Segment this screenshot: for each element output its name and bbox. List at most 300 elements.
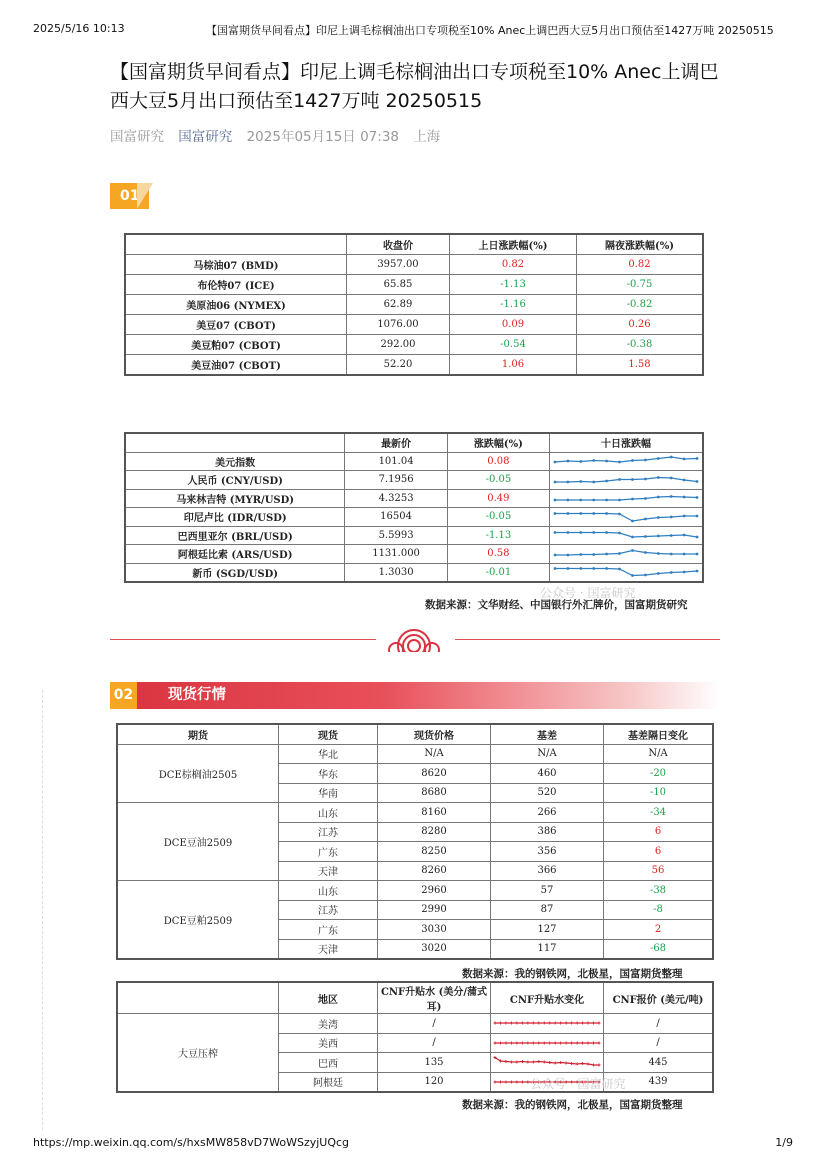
sparkline-point	[587, 1041, 590, 1044]
table-row	[125, 489, 703, 508]
sparkline-point	[579, 553, 582, 556]
column-header: 期货	[117, 724, 279, 744]
prev-day-change: 0.82	[450, 255, 577, 275]
sparkline-point	[605, 552, 608, 555]
cnf-sparkline	[491, 1053, 604, 1073]
sparkline-point	[631, 459, 634, 462]
sparkline-point	[510, 1080, 513, 1083]
sparkline-point	[570, 1022, 573, 1025]
sparkline-point	[576, 1063, 579, 1066]
sparkline-line	[555, 513, 697, 521]
spot-price: 8280	[378, 822, 491, 842]
sparkline-point	[581, 1062, 584, 1065]
basis: 366	[491, 861, 604, 881]
sparkline-point	[515, 1041, 518, 1044]
futures-contract: DCE棕榈油2505	[117, 744, 279, 803]
sparkline-point	[565, 1062, 568, 1065]
latest-price: 7.1956	[345, 471, 447, 490]
sparkline-point	[683, 571, 686, 574]
basis: 117	[491, 939, 604, 959]
sparkline-point	[683, 534, 686, 537]
sparkline-point	[510, 1022, 513, 1025]
sparkline-line	[555, 533, 697, 538]
divider-line	[110, 639, 376, 640]
sparkline-chart	[552, 564, 700, 580]
print-title: 【国富期货早间看点】印尼上调毛棕榈油出口专项税至10% Anec上调巴西大豆5月出口预估至1427万吨 20250515	[206, 24, 774, 37]
sparkline-point	[554, 480, 557, 483]
sparkline-point	[657, 476, 660, 479]
sparkline-point	[657, 516, 660, 519]
sparkline-point	[670, 495, 673, 498]
sparkline-point	[605, 499, 608, 502]
column-header: 最新价	[345, 433, 447, 452]
region: 阿根廷	[279, 1072, 378, 1092]
sparkline-point	[605, 460, 608, 463]
sparkline-point	[510, 1061, 513, 1064]
table-row	[125, 255, 703, 275]
overnight-change: -0.75	[577, 275, 704, 295]
sparkline-point	[554, 1041, 557, 1044]
change-percent: -1.13	[447, 526, 549, 545]
close-price: 292.00	[347, 335, 450, 355]
futures-contract: DCE豆粕2509	[117, 881, 279, 960]
prev-day-change: 1.06	[450, 355, 577, 376]
instrument-name: 美豆07 (CBOT)	[125, 315, 347, 335]
sparkline-point	[554, 531, 557, 534]
close-price: 1076.00	[347, 315, 450, 335]
sparkline-point	[605, 567, 608, 570]
section-header-02	[110, 682, 720, 709]
sparkline-point	[510, 1041, 513, 1044]
sparkline-point	[554, 567, 557, 570]
sparkline-point	[504, 1041, 507, 1044]
basis-change: 6	[604, 842, 714, 862]
sparkline-point	[548, 1041, 551, 1044]
basis: N/A	[491, 744, 604, 764]
table-row	[125, 275, 703, 295]
spot-region: 天津	[279, 939, 378, 959]
sparkline-chart	[552, 472, 700, 488]
column-header: 上日涨跌幅(%)	[450, 234, 577, 255]
sparkline-point	[565, 1022, 568, 1025]
sparkline-point	[657, 572, 660, 575]
sparkline-point	[631, 519, 634, 522]
instrument-name: 布伦特07 (ICE)	[125, 275, 347, 295]
sparkline-point	[570, 1041, 573, 1044]
prev-day-change: 0.09	[450, 315, 577, 335]
sparkline-point	[532, 1061, 535, 1064]
currency-name: 阿根廷比索 (ARS/USD)	[125, 545, 345, 564]
sparkline-point	[515, 1080, 518, 1083]
overnight-change: 0.82	[577, 255, 704, 275]
sparkline-point	[598, 1022, 601, 1025]
sparkline-line	[555, 569, 697, 576]
sparkline-point	[567, 480, 570, 483]
spot-region: 华北	[279, 744, 378, 764]
latest-price: 5.5993	[345, 526, 447, 545]
section-badge-02: 02	[110, 682, 137, 709]
currency-name: 马来林吉特 (MYR/USD)	[125, 489, 345, 508]
sparkline-point	[521, 1080, 524, 1083]
column-header: 十日涨跌幅	[550, 433, 704, 452]
currency-name: 印尼卢比 (IDR/USD)	[125, 508, 345, 527]
basis-change: -8	[604, 900, 714, 920]
column-header: CNF升贴水变化	[491, 982, 604, 1014]
divider-line	[455, 639, 720, 640]
sparkline-point	[587, 1022, 590, 1025]
spot-region: 广东	[279, 842, 378, 862]
ten-day-sparkline	[550, 452, 704, 471]
region: 巴西	[279, 1053, 378, 1073]
sparkline-point	[567, 567, 570, 570]
account-link[interactable]: 国富研究	[178, 129, 233, 145]
sparkline-point	[515, 1022, 518, 1025]
sparkline-point	[567, 512, 570, 515]
sparkline-line	[555, 457, 697, 462]
sparkline-point	[537, 1022, 540, 1025]
sparkline-point	[554, 1062, 557, 1065]
spot-region: 华南	[279, 783, 378, 803]
table-row	[125, 545, 703, 564]
sparkline-point	[567, 553, 570, 556]
table-row	[117, 803, 713, 823]
prev-day-change: -1.16	[450, 295, 577, 315]
left-rule	[42, 690, 44, 1130]
change-percent: -0.05	[447, 508, 549, 527]
sparkline-point	[526, 1080, 529, 1083]
spot-price: 8250	[378, 842, 491, 862]
sparkline-point	[670, 534, 673, 537]
sparkline-point	[526, 1022, 529, 1025]
article-author: 国富研究	[110, 129, 164, 145]
prev-day-change: -0.54	[450, 335, 577, 355]
page-url: https://mp.weixin.qq.com/s/hxsMW858vD7WoWSzyjUQcg	[33, 1136, 350, 1149]
article-meta	[110, 125, 440, 145]
overnight-change: -0.82	[577, 295, 704, 315]
table-row	[125, 526, 703, 545]
sparkline-point	[521, 1022, 524, 1025]
table-row	[125, 563, 703, 582]
table-row	[125, 335, 703, 355]
region: 美湾	[279, 1014, 378, 1034]
sparkline-point	[592, 531, 595, 534]
overnight-change: -0.38	[577, 335, 704, 355]
sparkline-point	[592, 567, 595, 570]
sparkline-point	[494, 1080, 497, 1083]
sparkline-chart	[552, 490, 700, 506]
sparkline-point	[515, 1061, 518, 1064]
sparkline-point	[592, 459, 595, 462]
latest-price: 4.3253	[345, 489, 447, 508]
currency-name: 人民币 (CNY/USD)	[125, 471, 345, 490]
column-header: 隔夜涨跌幅(%)	[577, 234, 704, 255]
sparkline-point	[532, 1041, 535, 1044]
sparkline-point	[579, 512, 582, 515]
change-percent: 0.58	[447, 545, 549, 564]
sparkline-point	[587, 1063, 590, 1066]
cnf-quote: 445	[604, 1053, 714, 1073]
sparkline-point	[657, 535, 660, 538]
column-header: 收盘价	[347, 234, 450, 255]
sparkline-point	[598, 1041, 601, 1044]
sparkline-point	[554, 499, 557, 502]
sparkline-point	[537, 1041, 540, 1044]
sparkline-point	[567, 460, 570, 463]
column-header	[117, 982, 279, 1014]
sparkline-point	[543, 1041, 546, 1044]
basis-change: 2	[604, 920, 714, 940]
spot-region: 华东	[279, 764, 378, 784]
data-source-note: 数据来源：我的钢铁网，北极星，国富期货整理	[462, 1099, 683, 1111]
cloud-ornament-icon	[384, 624, 444, 656]
spot-region: 山东	[279, 803, 378, 823]
sparkline-point	[526, 1061, 529, 1064]
latest-price: 1.3030	[345, 563, 447, 582]
instrument-name: 美豆油07 (CBOT)	[125, 355, 347, 376]
prev-day-change: -1.13	[450, 275, 577, 295]
basis: 356	[491, 842, 604, 862]
cnf-sparkline	[491, 1033, 604, 1053]
sparkline-point	[683, 552, 686, 555]
column-header: 地区	[279, 982, 378, 1014]
sparkline-point	[581, 1041, 584, 1044]
sparkline-point	[559, 1061, 562, 1064]
change-percent: -0.01	[447, 563, 549, 582]
sparkline-point	[696, 552, 699, 555]
sparkline-point	[696, 536, 699, 539]
sparkline-point	[592, 512, 595, 515]
sparkline-point	[494, 1041, 497, 1044]
spot-price: 3030	[378, 920, 491, 940]
table-header-row	[125, 433, 703, 452]
group-label: 大豆压榨	[117, 1014, 279, 1093]
basis: 266	[491, 803, 604, 823]
column-header: 基差	[491, 724, 604, 744]
column-header: CNF报价 (美元/吨)	[604, 982, 714, 1014]
sparkline-point	[504, 1060, 507, 1063]
latest-price: 1131.000	[345, 545, 447, 564]
column-header: CNF升贴水 (美分/蒲式耳)	[378, 982, 491, 1014]
sparkline-point	[592, 480, 595, 483]
sparkline-point	[644, 574, 647, 577]
table-row	[125, 295, 703, 315]
sparkline-point	[696, 496, 699, 499]
basis-change: -10	[604, 783, 714, 803]
sparkline-line	[555, 477, 697, 482]
column-header	[125, 433, 345, 452]
close-price: 52.20	[347, 355, 450, 376]
basis-change: -68	[604, 939, 714, 959]
sparkline-point	[683, 514, 686, 517]
cnf-quote: 439	[604, 1072, 714, 1092]
sparkline-point	[605, 512, 608, 515]
sparkline-point	[548, 1022, 551, 1025]
sparkline-point	[499, 1041, 502, 1044]
sparkline-point	[696, 457, 699, 460]
table-row	[125, 355, 703, 376]
ten-day-sparkline	[550, 526, 704, 545]
table-row	[117, 744, 713, 764]
sparkline-point	[567, 531, 570, 534]
sparkline-point	[683, 478, 686, 481]
sparkline-point	[579, 480, 582, 483]
sparkline-point	[504, 1022, 507, 1025]
sparkline-point	[592, 553, 595, 556]
spot-region: 江苏	[279, 822, 378, 842]
basis-change: 6	[604, 822, 714, 842]
sparkline-point	[683, 496, 686, 499]
article-title: 【国富期货早间看点】印尼上调毛棕榈油出口专项税至10% Anec上调巴西大豆5月出口预估至1427万吨 20250515	[110, 61, 719, 112]
sparkline-point	[605, 479, 608, 482]
spot-price: N/A	[378, 744, 491, 764]
table-header-row	[125, 234, 703, 255]
column-header	[125, 234, 347, 255]
currency-name: 新币 (SGD/USD)	[125, 563, 345, 582]
spot-price: 8680	[378, 783, 491, 803]
basis-change: N/A	[604, 744, 714, 764]
sparkline-point	[670, 456, 673, 459]
sparkline-point	[670, 515, 673, 518]
sparkline-chart	[492, 1035, 602, 1051]
table-row	[125, 508, 703, 527]
futures-table	[124, 233, 704, 376]
sparkline-point	[581, 1022, 584, 1025]
spot-price: 2990	[378, 900, 491, 920]
change-percent: 0.49	[447, 489, 549, 508]
print-datetime: 2025/5/16 10:13	[33, 22, 125, 35]
currency-name: 美元指数	[125, 452, 345, 471]
sparkline-point	[657, 496, 660, 499]
sparkline-point	[592, 1022, 595, 1025]
basis: 520	[491, 783, 604, 803]
instrument-name: 美原油06 (NYMEX)	[125, 295, 347, 315]
sparkline-point	[644, 535, 647, 538]
sparkline-chart	[552, 546, 700, 562]
change-percent: 0.08	[447, 452, 549, 471]
sparkline-point	[592, 1041, 595, 1044]
currency-name: 巴西里亚尔 (BRL/USD)	[125, 526, 345, 545]
spot-price: 3020	[378, 939, 491, 959]
sparkline-point	[579, 499, 582, 502]
basis: 460	[491, 764, 604, 784]
sparkline-point	[657, 457, 660, 460]
instrument-name: 马棕油07 (BMD)	[125, 255, 347, 275]
sparkline-point	[494, 1022, 497, 1025]
sparkline-point	[579, 460, 582, 463]
table-row	[125, 452, 703, 471]
sparkline-point	[696, 480, 699, 483]
sparkline-point	[592, 1064, 595, 1067]
basis: 127	[491, 920, 604, 940]
sparkline-line	[555, 550, 697, 555]
table-header-row	[117, 724, 713, 744]
sparkline-point	[644, 459, 647, 462]
ten-day-sparkline	[550, 471, 704, 490]
watermark: 公众号 · 国富研究	[530, 1077, 626, 1091]
sparkline-point	[521, 1041, 524, 1044]
futures-contract: DCE豆油2509	[117, 803, 279, 881]
overnight-change: 0.26	[577, 315, 704, 335]
sparkline-point	[644, 517, 647, 520]
sparkline-point	[554, 512, 557, 515]
sparkline-point	[521, 1060, 524, 1063]
basis-change: -34	[604, 803, 714, 823]
cnf-quote: /	[604, 1033, 714, 1053]
sparkline-chart	[552, 453, 700, 469]
publish-datetime: 2025年05月15日 07:38	[246, 129, 400, 145]
sparkline-point	[618, 532, 621, 535]
ten-day-sparkline	[550, 563, 704, 582]
sparkline-point	[631, 498, 634, 501]
spot-region: 广东	[279, 920, 378, 940]
sparkline-point	[657, 552, 660, 555]
sparkline-chart	[552, 527, 700, 543]
section-title: 现货行情	[168, 687, 226, 703]
cnf-premium: 135	[378, 1053, 491, 1073]
sparkline-chart	[492, 1015, 602, 1031]
sparkline-point	[598, 1064, 601, 1067]
column-header: 基差隔日变化	[604, 724, 714, 744]
sparkline-point	[504, 1080, 507, 1083]
spot-price: 8260	[378, 861, 491, 881]
sparkline-point	[543, 1061, 546, 1064]
instrument-name: 美豆粕07 (CBOT)	[125, 335, 347, 355]
sparkline-point	[559, 1041, 562, 1044]
sparkline-point	[605, 531, 608, 534]
column-header: 涨跌幅(%)	[447, 433, 549, 452]
sparkline-point	[576, 1041, 579, 1044]
ten-day-sparkline	[550, 545, 704, 564]
sparkline-point	[631, 536, 634, 539]
sparkline-point	[631, 574, 634, 577]
cnf-sparkline	[491, 1014, 604, 1034]
publish-location: 上海	[413, 129, 441, 145]
table-row	[117, 881, 713, 901]
sparkline-point	[526, 1041, 529, 1044]
latest-price: 16504	[345, 508, 447, 527]
table-row	[125, 315, 703, 335]
ten-day-sparkline	[550, 508, 704, 527]
sparkline-point	[567, 499, 570, 502]
latest-price: 101.04	[345, 452, 447, 471]
spot-price: 2960	[378, 881, 491, 901]
basis: 386	[491, 822, 604, 842]
sparkline-point	[631, 478, 634, 481]
sparkline-point	[644, 497, 647, 500]
table-row	[117, 1014, 713, 1034]
sparkline-point	[696, 570, 699, 573]
sparkline-point	[618, 478, 621, 481]
change-percent: -0.05	[447, 471, 549, 490]
sparkline-point	[579, 567, 582, 570]
sparkline-point	[618, 461, 621, 464]
data-source-note: 数据来源：我的钢铁网，北极星，国富期货整理	[462, 968, 683, 980]
sparkline-point	[579, 531, 582, 534]
sparkline-chart	[552, 509, 700, 525]
sparkline-point	[683, 458, 686, 461]
sparkline-point	[618, 499, 621, 502]
sparkline-point	[537, 1060, 540, 1063]
sparkline-point	[670, 552, 673, 555]
basis-change: -38	[604, 881, 714, 901]
close-price: 65.85	[347, 275, 450, 295]
overnight-change: 1.58	[577, 355, 704, 376]
cnf-premium: /	[378, 1014, 491, 1034]
sparkline-point	[618, 512, 621, 515]
sparkline-chart	[492, 1054, 602, 1070]
sparkline-point	[565, 1041, 568, 1044]
sparkline-line	[555, 497, 697, 501]
